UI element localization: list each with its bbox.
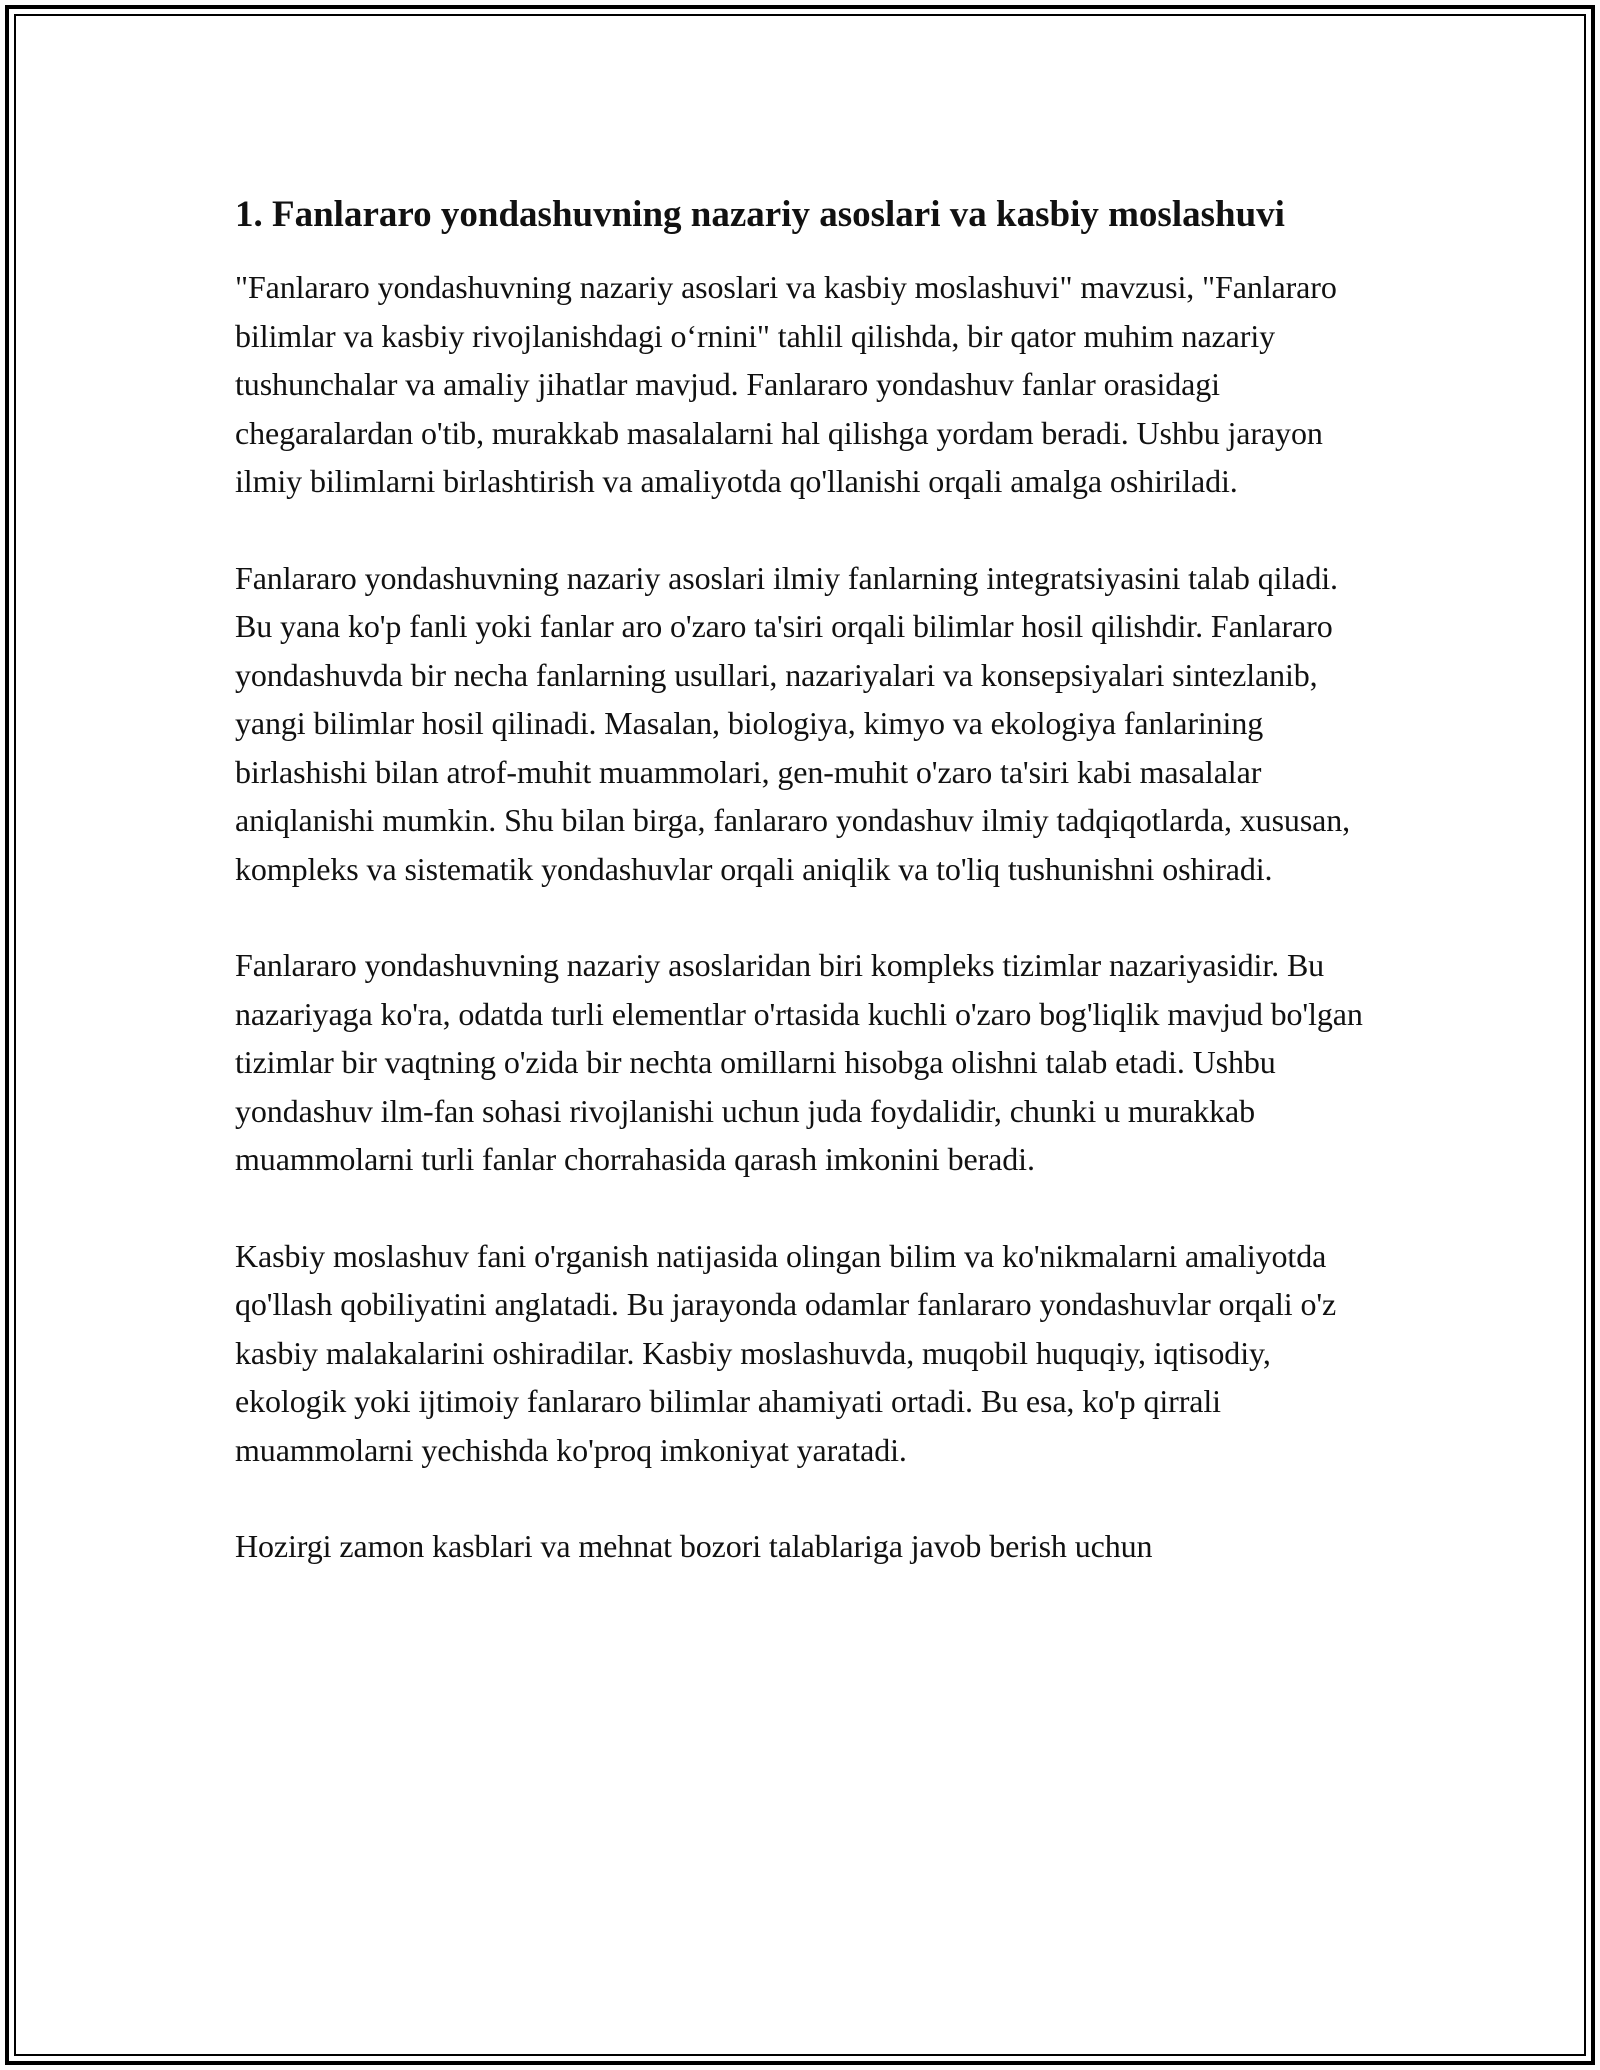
paragraph-4: Kasbiy moslashuv fani o'rganish natijasida olingan bilim va ko'nikmalarni amaliyotda qo'llash qobiliyatini anglatadi. Bu jarayonda odamlar fanlararo yondashuvlar orqali o'z kasbiy malakalarini oshiradilar. Kasbiy moslashuvda, muqobil huquqiy, iqtisodiy, ekologik yoki ijtimoiy fanlararo bilimlar ahamiyati ortadi. Bu esa, ko'p qirrali muammolarni yechishda ko'proq imkoniyat yaratadi. [235,1237,1337,1468]
paragraph-1: "Fanlararo yondashuvning nazariy asoslari va kasbiy moslashuvi" mavzusi, "Fanlararo bilimlar va kasbiy rivojlanishdagi o‘rnini" tahlil qilishda, bir qator muhim nazariy tushunchalar va amaliy jihatlar mavjud. Fanlararo yondashuv fanlar orasidagi chegaralardan o'tib, murakkab masalalarni hal qilishga yordam beradi. Ushbu jarayon ilmiy bilimlarni birlashtirish va amaliyotda qo'llanishi orqali amalga oshiriladi. [235,269,1337,499]
paragraph-3: Fanlararo yondashuvning nazariy asoslaridan biri kompleks tizimlar nazariyasidir. Bu nazariyaga ko'ra, odatda turli elementlar o'rtasida kuchli o'zaro bog'liqlik mavjud bo'lgan tizimlar bir vaqtning o'zida bir nechta omillarni hisobga olishni talab etadi. Ushbu yondashuv ilm-fan sohasi rivojlanishi uchun juda foydalidir, chunki u murakkab muammolarni turli fanlar chorrahasida qarash imkonini beradi. [235,947,1363,1177]
section-heading: 1. Fanlararo yondashuvning nazariy asoslari va kasbiy moslashuvi [235,194,1285,235]
paragraph-2: Fanlararo yondashuvning nazariy asoslari ilmiy fanlarning integratsiyasini talab qiladi. Bu yana ko'p fanli yoki fanlar aro o'zaro ta'siri orqali bilimlar hosil qilishdir. Fanlararo yondashuvda bir necha fanlarning usullari, nazariyalari va konsepsiyalari sintezlanib, yangi bilimlar hosil qilinadi. Masalan, biologiya, kimyo va ekologiya fanlarining birlashishi bilan atrof-muhit muammolari, gen-muhit o'zaro ta'siri kabi masalalar aniqlanishi mumkin. Shu bilan birga, fanlararo yondashuv ilmiy tadqiqotlarda, xususan, kompleks va sistematik yondashuvlar orqali aniqlik va to'liq tushunishni oshiradi. [235,559,1351,887]
paragraph-5: Hozirgi zamon kasblari va mehnat bozori talablariga javob berish uchun [235,1528,1153,1564]
document-body [235,188,1365,1619]
